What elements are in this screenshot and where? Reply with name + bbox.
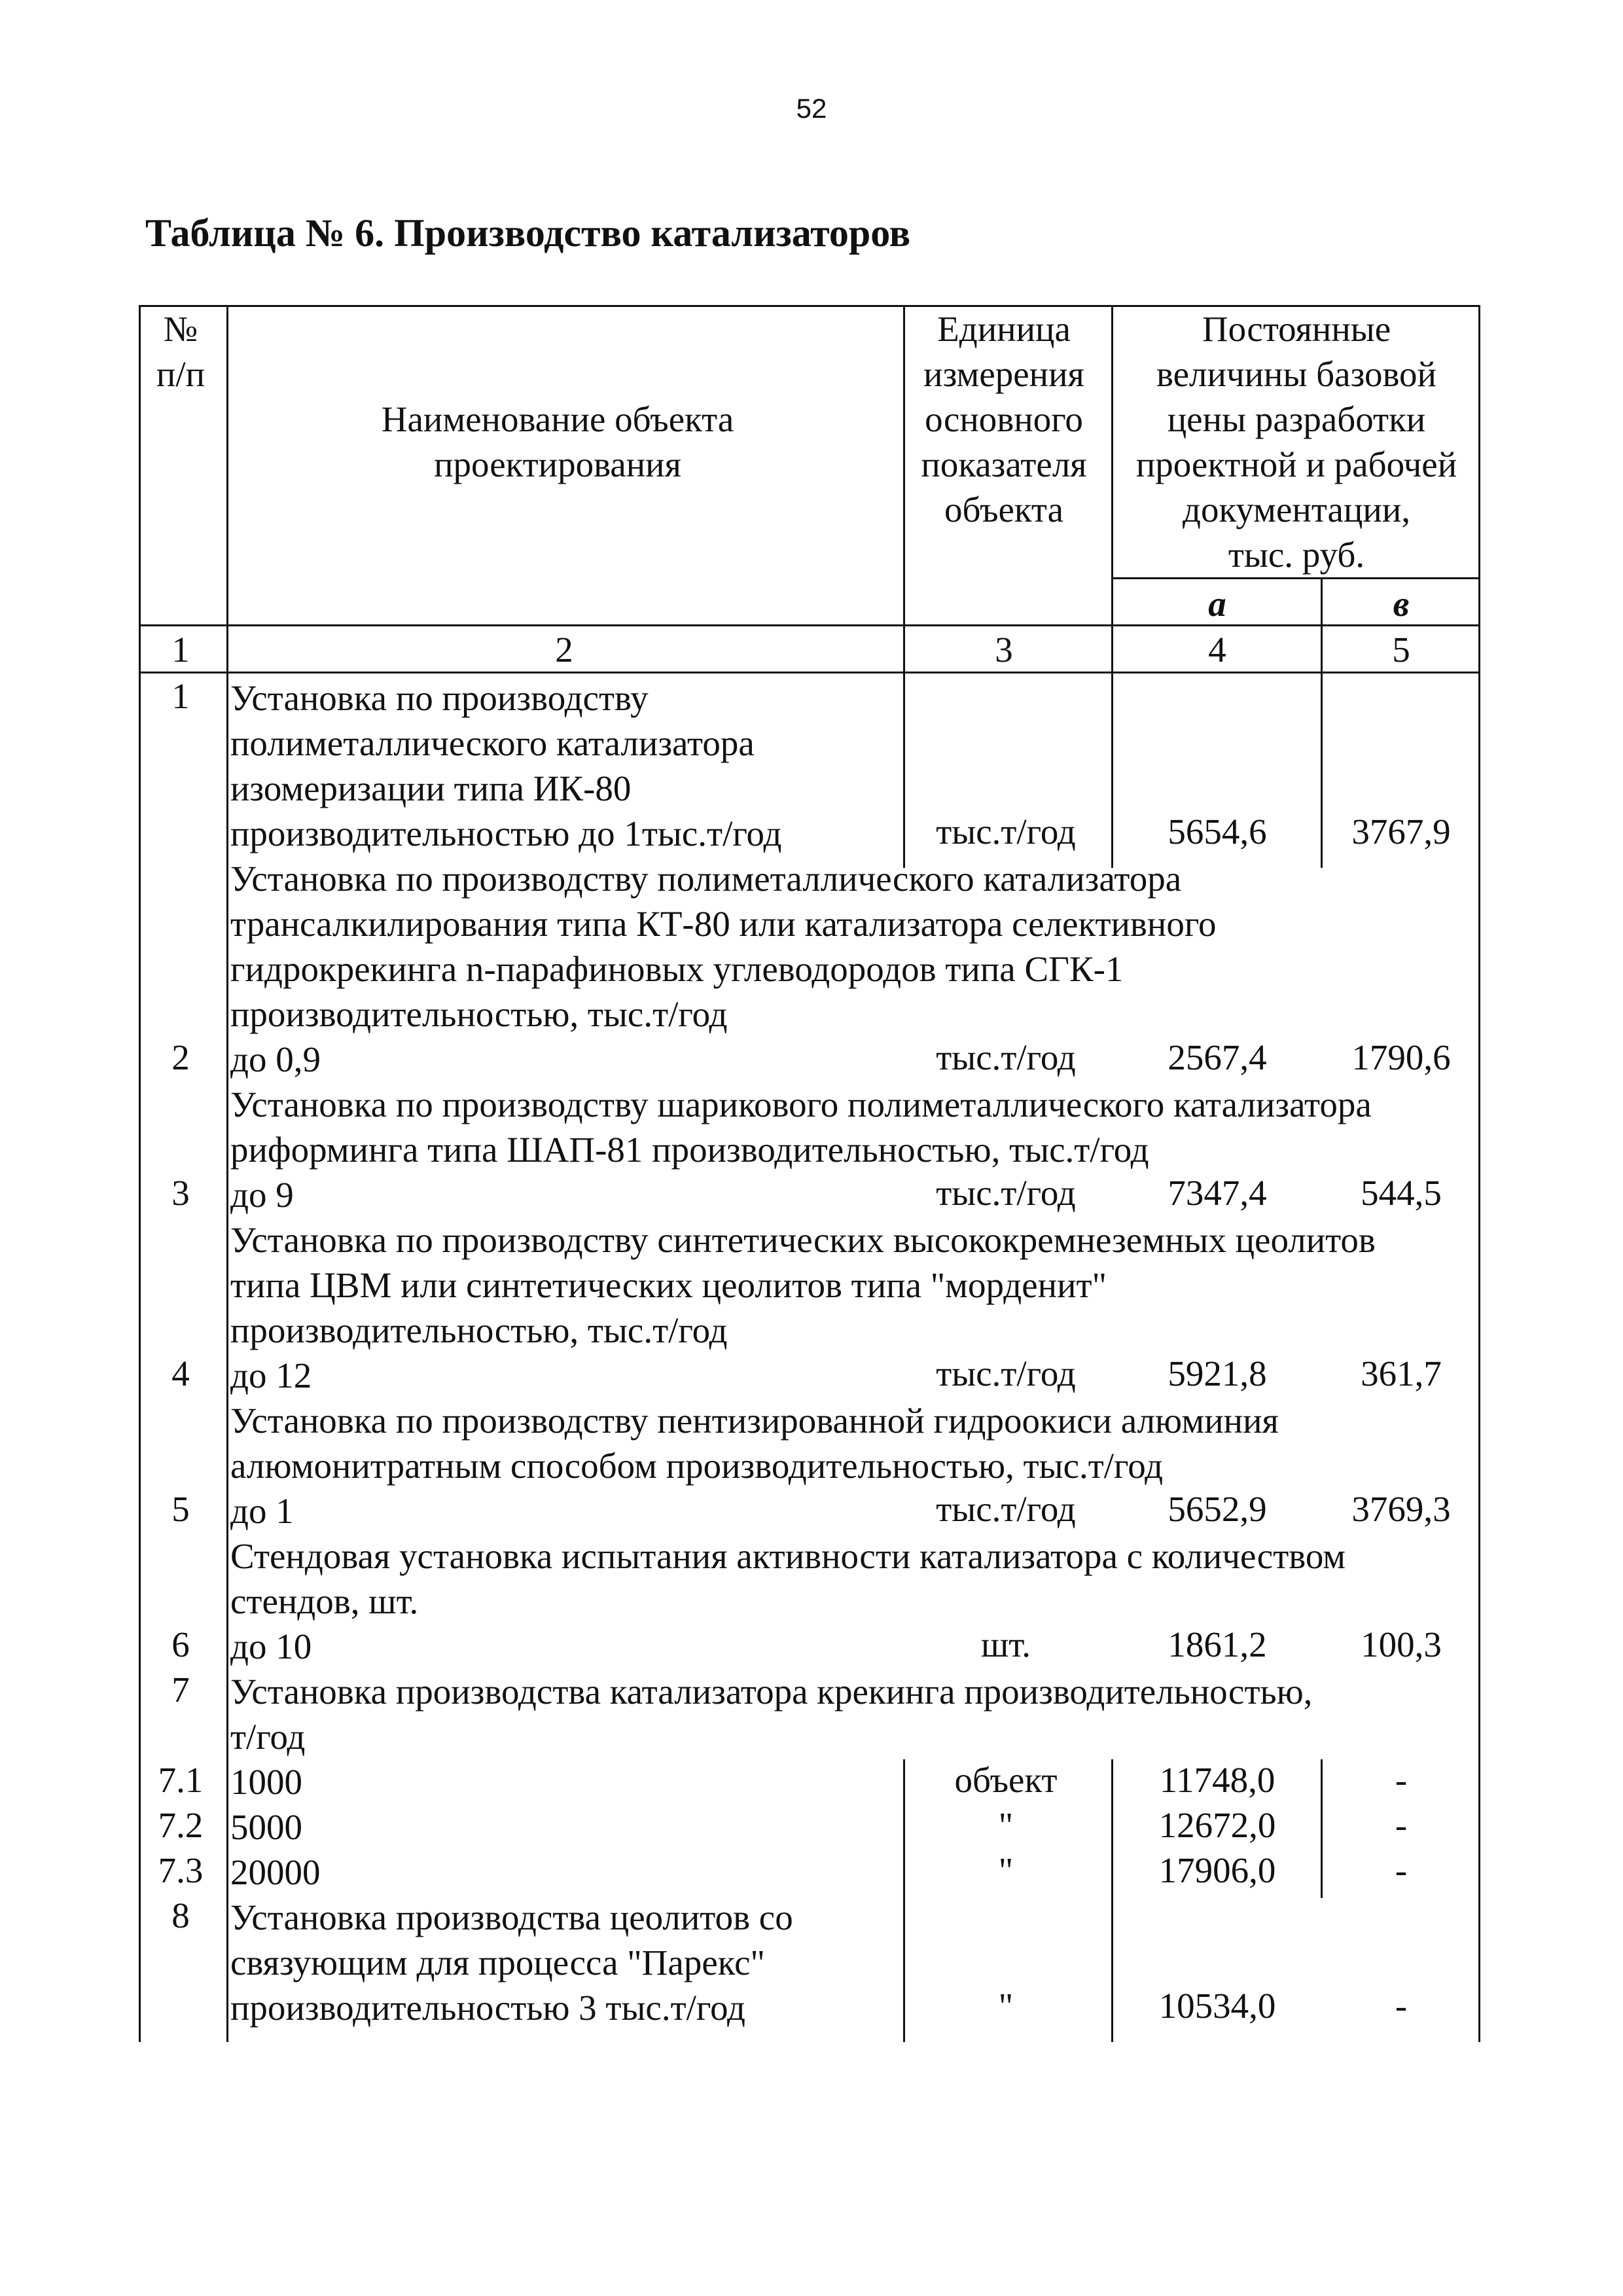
row-name-line: производительностью 3 тыс.т/год xyxy=(230,1988,745,2028)
row-value-b: - xyxy=(1395,1760,1408,1800)
row-value-b: - xyxy=(1395,1850,1408,1890)
row-value-a: 17906,0 xyxy=(1158,1850,1276,1890)
row-value-a: 5654,6 xyxy=(1168,812,1267,852)
row-name-line: 1000 xyxy=(230,1762,302,1802)
row-name-line: производительностью, тыс.т/год xyxy=(230,994,728,1034)
header-line: Постоянные xyxy=(1202,309,1391,349)
row-value-b: 361,7 xyxy=(1361,1354,1442,1393)
row-name-line: алюмонитратным способом производительностью, тыс.т/год xyxy=(230,1446,1164,1486)
index-row-border xyxy=(139,672,1480,673)
header-col-name xyxy=(230,397,885,487)
header-sub-divider xyxy=(1113,577,1480,579)
row-value-a: 12672,0 xyxy=(1158,1805,1276,1845)
row-value-a: 1861,2 xyxy=(1168,1624,1267,1664)
column-divider xyxy=(903,1759,905,2042)
row-name-line: до 12 xyxy=(230,1355,312,1395)
row-number: 1 xyxy=(171,676,190,716)
row-name-line: связующим для процесса "Парекс" xyxy=(230,1943,765,1982)
row-name-line: Установка по производству xyxy=(230,678,649,718)
header-sub-a: а xyxy=(1208,584,1226,624)
header-line: № xyxy=(163,309,198,349)
row-unit: тыс.т/год xyxy=(936,1489,1076,1529)
row-value-b: - xyxy=(1395,1986,1408,2026)
header-line: Наименование объекта xyxy=(381,399,734,439)
header-line: основного xyxy=(925,399,1083,439)
row-value-a: 5652,9 xyxy=(1168,1489,1267,1529)
header-line: цены разработки xyxy=(1167,399,1426,439)
header-line: документации, xyxy=(1182,490,1411,529)
row-value-a: 7347,4 xyxy=(1168,1173,1267,1213)
row-value-a: 2567,4 xyxy=(1168,1037,1267,1077)
row-name-line: Установка по производству пентизированной гидроокиси алюминия xyxy=(230,1401,1279,1441)
row-name-line: 5000 xyxy=(230,1807,302,1847)
row-number: 7.3 xyxy=(158,1850,204,1890)
index-cell: 1 xyxy=(171,630,190,670)
row-name-line: производительностью до 1тыс.т/год xyxy=(230,814,782,853)
index-cell: 5 xyxy=(1392,630,1410,670)
row-unit: " xyxy=(998,1850,1014,1890)
table-top-border xyxy=(139,305,1480,307)
row-unit: тыс.т/год xyxy=(936,1173,1076,1213)
row-name-line: до 10 xyxy=(230,1626,312,1666)
row-name-line: полиметаллического катализатора xyxy=(230,723,755,763)
row-name-line: Установка по производству полиметаллического катализатора xyxy=(230,859,1182,899)
row-name-line: типа ЦВМ или синтетических цеолитов типа "морденит" xyxy=(230,1265,1107,1305)
row-name-line: Установка по производству синтетических высококремнеземных цеолитов xyxy=(230,1220,1376,1260)
row-unit: шт. xyxy=(980,1624,1031,1664)
row-value-a: 10534,0 xyxy=(1158,1986,1276,2026)
row-value-b: - xyxy=(1395,1805,1408,1845)
header-line: измерения xyxy=(923,354,1084,394)
table-title: Таблица № 6. Производство катализаторов xyxy=(145,211,911,255)
row-number: 7 xyxy=(171,1670,190,1710)
header-col-number xyxy=(139,306,223,397)
index-cell: 2 xyxy=(555,630,573,670)
row-number: 7.1 xyxy=(158,1760,204,1800)
row-value-a: 5921,8 xyxy=(1168,1354,1267,1393)
row-name-line: стендов, шт. xyxy=(230,1581,419,1621)
header-line: проектирования xyxy=(434,444,681,484)
column-divider xyxy=(1321,577,1323,672)
row-number: 6 xyxy=(171,1624,190,1664)
column-divider xyxy=(1321,1759,1323,1898)
header-line: объекта xyxy=(944,490,1064,529)
row-name-line: гидрокрекинга n-парафиновых углеводородов типа СГК-1 xyxy=(230,949,1124,989)
row-unit: " xyxy=(998,1805,1014,1845)
header-col-unit xyxy=(906,306,1102,532)
row-number: 2 xyxy=(171,1037,190,1077)
column-divider xyxy=(1111,305,1113,672)
row-number: 5 xyxy=(171,1489,190,1529)
header-line: проектной и рабочей xyxy=(1135,444,1457,484)
header-line: тыс. руб. xyxy=(1228,535,1365,575)
row-value-b: 1790,6 xyxy=(1351,1037,1451,1077)
row-name-line: изомеризации типа ИК-80 xyxy=(230,768,632,808)
column-divider xyxy=(226,305,228,2042)
index-cell: 3 xyxy=(995,630,1013,670)
header-col-price xyxy=(1113,306,1480,577)
row-value-b: 544,5 xyxy=(1361,1173,1442,1213)
index-cell: 4 xyxy=(1208,630,1226,670)
row-name-line: производительностью, тыс.т/год xyxy=(230,1310,728,1350)
row-name-line: Стендовая установка испытания активности катализатора с количеством xyxy=(230,1536,1346,1576)
row-name-line: риформинга типа ШАП-81 производительностью, тыс.т/год xyxy=(230,1130,1149,1170)
row-name xyxy=(230,1669,1474,1759)
row-name-line: Установка производства катализатора крекинга производительностью, xyxy=(230,1672,1313,1712)
row-unit: тыс.т/год xyxy=(936,1354,1076,1393)
row-name-line: до 1 xyxy=(230,1491,294,1531)
column-divider xyxy=(1111,1759,1113,2042)
row-name-line: т/год xyxy=(230,1717,306,1757)
row-name-line: Установка производства цеолитов со xyxy=(230,1897,793,1937)
column-divider xyxy=(903,305,905,672)
row-number: 4 xyxy=(171,1354,190,1393)
row-unit: тыс.т/год xyxy=(936,812,1076,852)
row-name-line: трансалкилирования типа КТ-80 или катализатора селективного xyxy=(230,904,1217,944)
header-line: п/п xyxy=(156,354,205,394)
row-number: 7.2 xyxy=(158,1805,204,1845)
row-number: 3 xyxy=(171,1173,190,1213)
row-name-line: до 0,9 xyxy=(230,1039,321,1079)
header-line: Единица xyxy=(937,309,1071,349)
header-line: величины базовой xyxy=(1156,354,1436,394)
row-unit: объект xyxy=(954,1760,1058,1800)
row-name-line: до 9 xyxy=(230,1175,294,1215)
header-line: показателя xyxy=(921,444,1087,484)
row-value-a: 11748,0 xyxy=(1159,1760,1275,1800)
row-unit: тыс.т/год xyxy=(936,1037,1076,1077)
header-sub-b: в xyxy=(1393,584,1410,624)
row-value-b: 3767,9 xyxy=(1351,812,1451,852)
row-unit: " xyxy=(998,1986,1014,2026)
row-value-b: 100,3 xyxy=(1361,1624,1442,1664)
row-value-b: 3769,3 xyxy=(1351,1489,1451,1529)
header-bottom-border xyxy=(139,624,1480,626)
row-name-line: Установка по производству шарикового полиметаллического катализатора xyxy=(230,1085,1372,1124)
row-number: 8 xyxy=(171,1895,190,1935)
row-name-line: 20000 xyxy=(230,1852,321,1892)
page-number: 52 xyxy=(796,93,827,124)
